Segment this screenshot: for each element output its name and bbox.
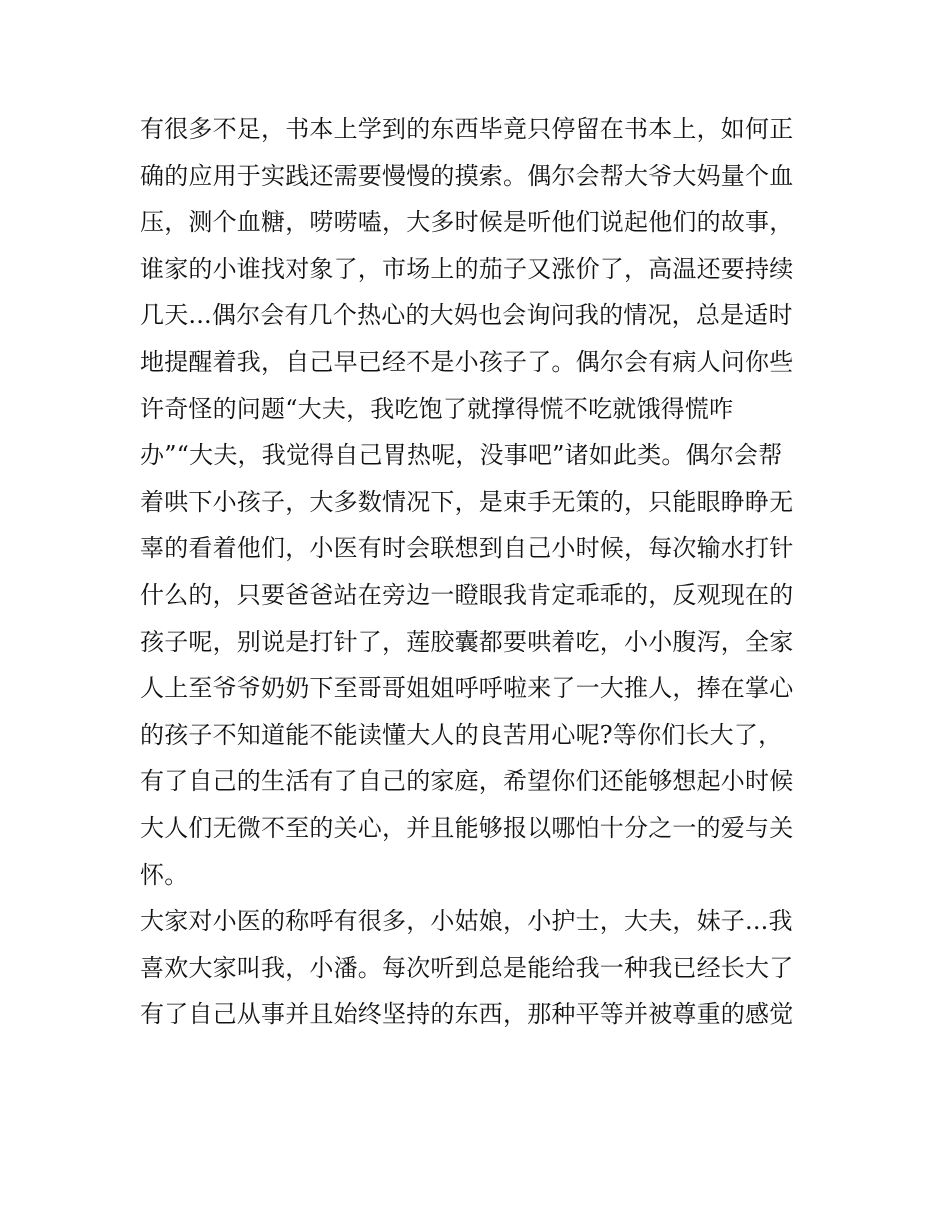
text-line: 大家对小医的称呼有很多，小姑娘，小护士，大夫，妹子...我	[140, 907, 793, 936]
text-line: 谁家的小谁找对象了，市场上的茄子又涨价了，高温还要持续	[140, 254, 794, 283]
text-line: 着哄下小孩子，大多数情况下，是束手无策的，只能眼睁睁无	[140, 487, 794, 516]
text-line: 的孩子不知道能不能读懂大人的良苦用心呢?等你们长大了，	[140, 720, 783, 749]
text-line: 确的应用于实践还需要慢慢的摸索。偶尔会帮大爷大妈量个血	[140, 161, 794, 190]
text-line: 有了自己的生活有了自己的家庭，希望你们还能够想起小时候	[140, 767, 794, 796]
text-line: 辜的看着他们，小医有时会联想到自己小时候，每次输水打针	[140, 534, 794, 563]
text-line: 孩子呢，别说是打针了，莲胶囊都要哄着吃，小小腹泻，全家	[140, 627, 794, 656]
text-line: 办”“大夫，我觉得自己胃热呢，没事吧”诸如此类。偶尔会帮	[140, 441, 783, 470]
text-line: 地提醒着我，自己早已经不是小孩子了。偶尔会有病人问你些	[140, 347, 794, 376]
body-text	[140, 106, 820, 1038]
text-line: 压，测个血糖，唠唠嗑，大多时候是听他们说起他们的故事，	[140, 208, 794, 237]
text-line: 大人们无微不至的关心，并且能够报以哪怕十分之一的爱与关	[140, 813, 794, 842]
text-line: 喜欢大家叫我，小潘。每次听到总是能给我一种我已经长大了	[140, 953, 794, 982]
text-line: 什么的，只要爸爸站在旁边一瞪眼我肯定乖乖的，反观现在的	[140, 580, 794, 609]
text-line: 人上至爷爷奶奶下至哥哥姐姐呼呼啦来了一大推人，捧在掌心	[140, 674, 794, 703]
text-line: 怀。	[140, 860, 189, 889]
text-line: 有了自己从事并且始终坚持的东西，那种平等并被尊重的感觉	[140, 1000, 794, 1029]
text-line: 许奇怪的问题“大夫，我吃饱了就撑得慌不吃就饿得慌咋	[140, 394, 734, 423]
text-line: 有很多不足，书本上学到的东西毕竟只停留在书本上，如何正	[140, 115, 794, 143]
text-line: 几天...偶尔会有几个热心的大妈也会询问我的情况，总是适时	[140, 301, 793, 330]
